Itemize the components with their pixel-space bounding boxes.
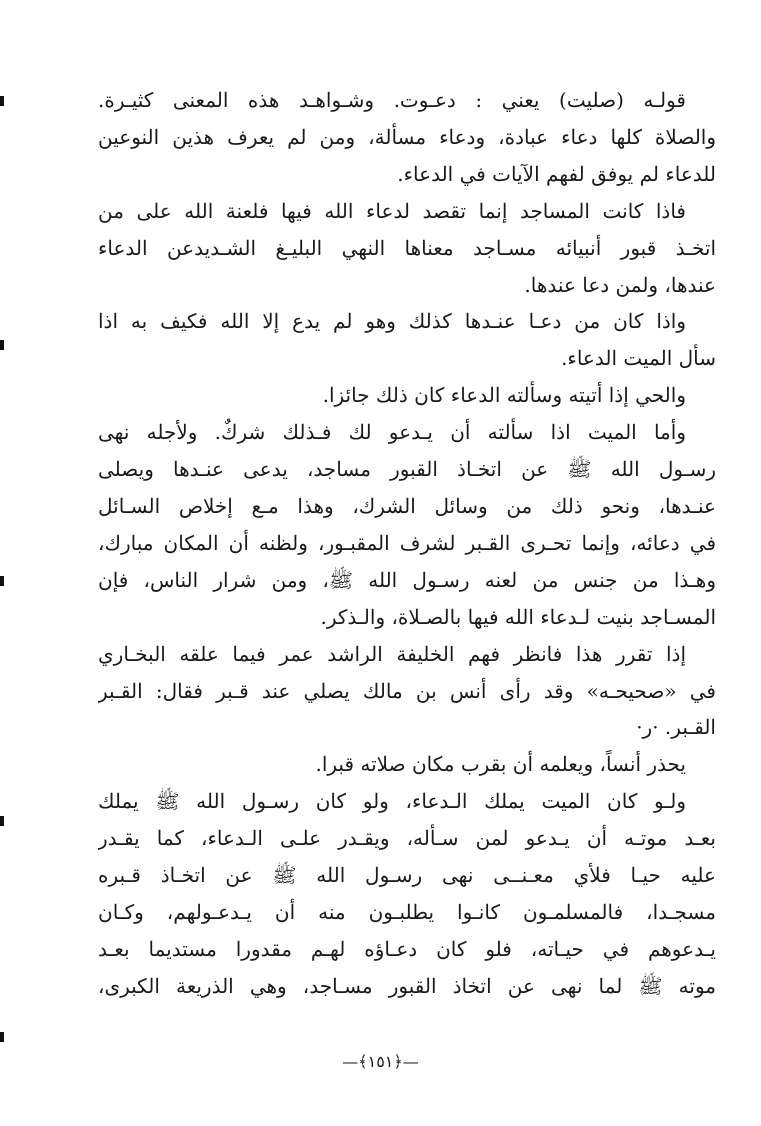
margin-mark [0, 576, 4, 586]
text-line: عليه حيـا فلأي معـنــى نهى رسـول الله ﷺ عن اتخـاذ قـبره [98, 863, 716, 888]
text-line: والحي إذا أتيته وسألته الدعاء كان ذلك جائزا. [322, 383, 686, 408]
text-line: وهـذا من جنس من لعنه رسـول الله ﷺ، ومن شرار الناس، فإن [98, 567, 716, 592]
margin-mark [0, 1032, 4, 1042]
margin-mark [0, 816, 4, 826]
text-line: بعـد موتـه أن يـدعو لمن سـأله، ويقـدر علـى الـدعاء، كما يقـدر [98, 826, 716, 851]
text-line: يحذر أنساً، ويعلمه أن بقرب مكان صلاته قبرا. [315, 752, 686, 777]
text-line: عندها، ولمن دعا عندها. [524, 272, 716, 297]
text-line: فاذا كانت المساجد إنما تقصد لدعاء الله فيها فلعنة الله على من [98, 198, 686, 223]
text-line: للدعاء لم يوفق لفهم الآيات في الدعاء. [397, 161, 716, 186]
text-line: وأما الميت اذا سألته أن يـدعو لك فـذلك شركٌ. ولأجله نهى [98, 420, 686, 445]
text-line: في «صحيحـه» وقد رأى أنس بن مالك يصلي عند قـبر فقال: القـبر [98, 678, 716, 703]
text-line: إذا تقرر هذا فانظر فهم الخليفة الراشد عمر فيما علقه البخـاري [98, 641, 686, 666]
text-line: قولـه (صليت) يعني : دعـوت. وشـواهـد هذه المعنى كثيـرة. [98, 88, 686, 112]
text-line: واذا كان من دعـا عنـدها كذلك وهو لم يدع إلا الله فكيف به اذا [98, 309, 686, 334]
text-line: موته ﷺ لما نهى عن اتخاذ القبور مسـاجد، وهي الذريعة الكبرى، [98, 973, 716, 998]
page-number: —﴿١٥١﴾— [342, 1052, 419, 1071]
text-line: المسـاجد بنيت لـدعاء الله فيها بالصـلاة، والـذكر. [320, 604, 716, 629]
text-line: سأل الميت الدعاء. [561, 346, 716, 371]
body-text [98, 82, 716, 1005]
text-line: والصلاة كلها دعاء عبادة، ودعاء مسألة، ومن لم يعرف هذين النوعين [98, 124, 716, 149]
text-line: عنـدها، ونحو ذلك من وسائل الشرك، وهذا مـع إخلاص السـائل [98, 493, 716, 518]
margin-mark [0, 96, 4, 106]
text-line: مسجـدا، فالمسلمـون كانـوا يطلبـون منه أن يـدعـولهم، وكـان [98, 899, 716, 924]
text-line: ولـو كان الميت يملك الـدعاء، ولو كان رسـول الله ﷺ يملك [98, 789, 686, 814]
text-line: القـبر. ·ر· [636, 715, 716, 740]
text-line: في دعائه، وإنما تحـرى القـبر لشرف المقبـور، ولظنه أن المكان مبارك، [98, 530, 716, 555]
text-line: رسـول الله ﷺ عن اتخـاذ القبور مساجد، يدعى عنـدها ويصلى [98, 457, 716, 482]
margin-mark [0, 340, 4, 350]
text-line: اتخـذ قبور أنبيائه مسـاجد معناها النهي البليـغ الشـديدعن الدعاء [98, 235, 716, 260]
text-line: يـدعوهم في حيـاته، فلو كان دعـاؤه لهـم مقدورا مستديما بعـد [98, 936, 716, 961]
